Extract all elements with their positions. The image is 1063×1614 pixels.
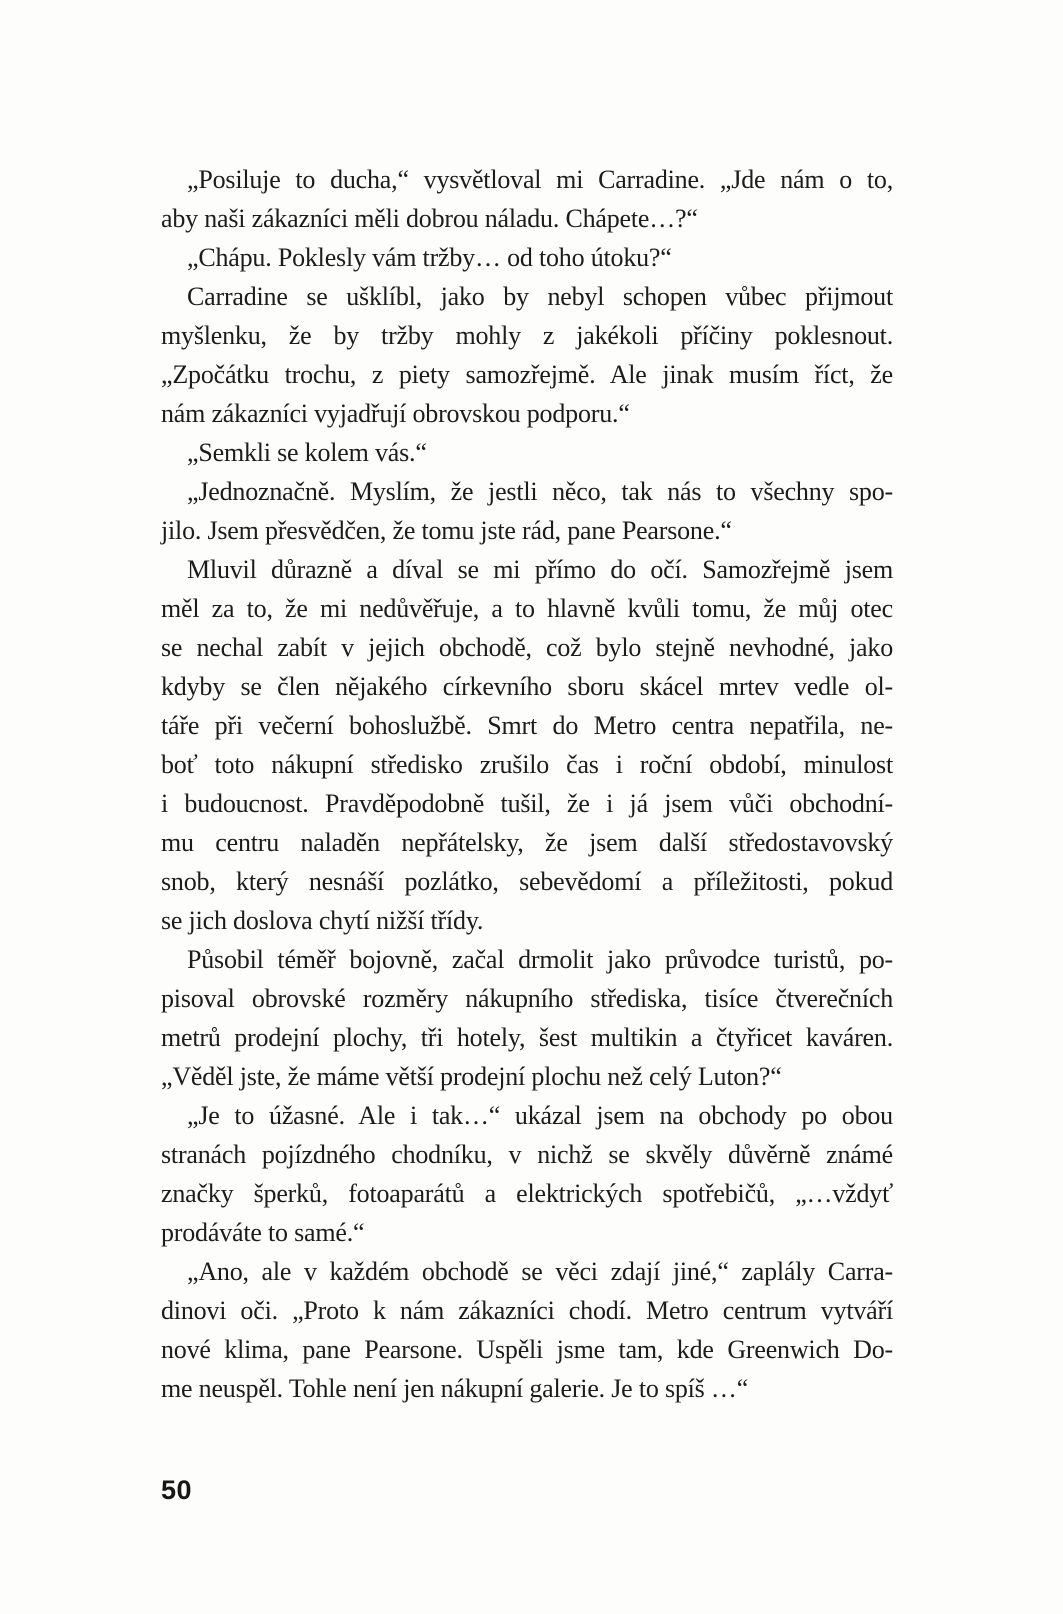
text-line: se jich doslova chytí nižší třídy.	[161, 906, 484, 935]
text-line: kdyby se člen nějakého církevního sboru skácel mrtev vedle ol-	[161, 672, 893, 701]
text-line: „Je to úžasné. Ale i tak…“ ukázal jsem na obchody po obou	[187, 1101, 893, 1130]
text-line: aby naši zákazníci měli dobrou náladu. Chápete…?“	[161, 204, 698, 233]
text-line: i budoucnost. Pravděpodobně tušil, že i já jsem vůči obchodní-	[161, 789, 893, 818]
page-number: 50	[161, 1475, 193, 1505]
text-line: táře při večerní bohoslužbě. Smrt do Metro centra nepatřila, ne-	[161, 711, 893, 740]
text-line: dinovi oči. „Proto k nám zákazníci chodí. Metro centrum vytváří	[161, 1296, 893, 1325]
text-line: stranách pojízdného chodníku, v nichž se skvěly důvěrně známé	[161, 1140, 893, 1169]
text-line: mu centru naladěn nepřátelsky, že jsem další středostavovský	[161, 828, 893, 857]
text-line: snob, který nesnáší pozlátko, sebevědomí a příležitosti, pokud	[161, 867, 893, 896]
text-line: „Věděl jste, že máme větší prodejní plochu než celý Luton?“	[161, 1062, 782, 1091]
paragraph	[161, 1252, 893, 1408]
text-line: boť toto nákupní středisko zrušilo čas i roční období, minulost	[161, 750, 893, 779]
paragraph	[161, 238, 893, 277]
text-line: „Posiluje to ducha,“ vysvětloval mi Carradine. „Jde nám o to,	[187, 165, 893, 194]
text-line: myšlenku, že by tržby mohly z jakékoli příčiny poklesnout.	[161, 321, 893, 350]
text-line: „Chápu. Poklesly vám tržby… od toho útoku?“	[187, 243, 672, 272]
text-line: Působil téměř bojovně, začal drmolit jako průvodce turistů, po-	[187, 945, 893, 974]
text-line: pisoval obrovské rozměry nákupního střediska, tisíce čtverečních	[161, 984, 893, 1013]
text-line: nám zákazníci vyjadřují obrovskou podporu.“	[161, 399, 630, 428]
paragraph	[161, 160, 893, 238]
text-line: „Semkli se kolem vás.“	[187, 438, 427, 467]
paragraph	[161, 940, 893, 1096]
paragraph	[161, 550, 893, 940]
paragraph	[161, 433, 893, 472]
text-line: metrů prodejní plochy, tři hotely, šest multikin a čtyřicet kaváren.	[161, 1023, 893, 1052]
paragraph	[161, 277, 893, 433]
text-line: Carradine se ušklíbl, jako by nebyl schopen vůbec přijmout	[187, 282, 893, 311]
text-line: prodáváte to samé.“	[161, 1218, 365, 1247]
text-line: jilo. Jsem přesvědčen, že tomu jste rád, pane Pearsone.“	[161, 516, 732, 545]
paragraph	[161, 1096, 893, 1252]
text-line: značky šperků, fotoaparátů a elektrických spotřebičů, „…vždyť	[161, 1179, 893, 1208]
text-line: se nechal zabít v jejich obchodě, což bylo stejně nevhodné, jako	[161, 633, 893, 662]
text-block	[161, 160, 893, 1408]
text-line: „Zpočátku trochu, z piety samozřejmě. Ale jinak musím říct, že	[161, 360, 893, 389]
text-line: „Jednoznačně. Myslím, že jestli něco, tak nás to všechny spo-	[187, 477, 893, 506]
paragraph	[161, 472, 893, 550]
text-line: Mluvil důrazně a díval se mi přímo do očí. Samozřejmě jsem	[187, 555, 893, 584]
text-line: me neuspěl. Tohle není jen nákupní galerie. Je to spíš …“	[161, 1374, 749, 1403]
text-line: „Ano, ale v každém obchodě se věci zdají jiné,“ zaplály Carra-	[187, 1257, 893, 1286]
text-line: měl za to, že mi nedůvěřuje, a to hlavně kvůli tomu, že můj otec	[161, 594, 893, 623]
text-line: nové klima, pane Pearsone. Uspěli jsme tam, kde Greenwich Do-	[161, 1335, 893, 1364]
